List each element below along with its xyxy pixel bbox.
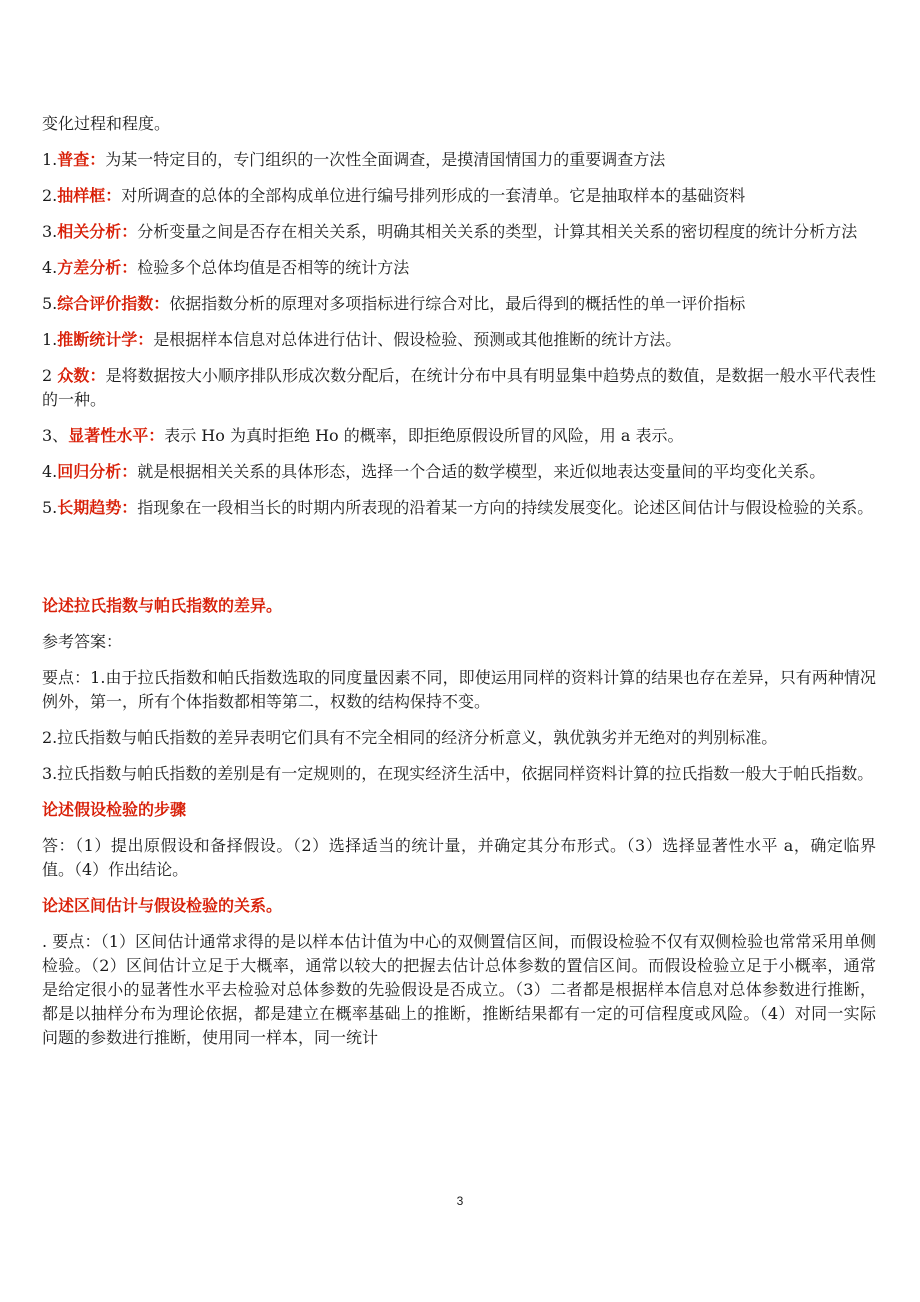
definition-number: 1. (42, 150, 58, 169)
intro-text: 变化过程和程度。 (42, 114, 171, 133)
definition-separator: ： (148, 426, 165, 445)
definition-text: 对所调查的总体的全部构成单位进行编号排列形成的一套清单。它是抽取样本的基础资料 (121, 186, 746, 205)
answer-label: 参考答案： (42, 632, 123, 651)
section-heading: 论述拉氏指数与帕氏指数的差异。 (42, 596, 283, 615)
page-number: 3 (456, 1194, 464, 1208)
definition-term: 普查 (57, 150, 90, 169)
definition-item (42, 460, 876, 484)
definition-number: 3、 (42, 426, 69, 445)
section-hypothesis-steps (42, 798, 876, 882)
definitions-list (42, 148, 876, 520)
section-gap (42, 532, 876, 594)
definition-item (42, 424, 876, 448)
definition-separator: ： (137, 330, 154, 349)
definition-item (42, 328, 876, 352)
section-heading: 论述假设检验的步骤 (42, 800, 187, 819)
definition-text: 是将数据按大小顺序排队形成次数分配后，在统计分布中具有明显集中趋势点的数值，是数据一般水平代表性的一种。 (42, 366, 876, 409)
definition-separator: ： (153, 294, 170, 313)
definition-separator: ： (121, 462, 138, 481)
definition-term: 综合评价指数 (57, 294, 154, 313)
answer-text: 答：（1）提出原假设和备择假设。（2）选择适当的统计量，并确定其分布形式。（3）选择显著性水平 a，确定临界值。（4）作出结论。 (42, 836, 876, 879)
definition-item (42, 148, 876, 172)
definition-number: 2. (42, 186, 58, 205)
section-heading: 论述区间估计与假设检验的关系。 (42, 896, 283, 915)
definition-term: 方差分析 (57, 258, 122, 277)
definition-separator: ： (89, 150, 106, 169)
definition-item (42, 496, 876, 520)
definition-number: 1. (42, 330, 58, 349)
definition-item (42, 364, 876, 412)
definition-separator: ： (121, 258, 138, 277)
definition-term: 抽样框 (57, 186, 106, 205)
document-body (42, 112, 876, 1062)
definition-item (42, 220, 876, 244)
answer-point: 2.拉氏指数与帕氏指数的差异表明它们具有不完全相同的经济分析意义，孰优孰劣并无绝对的判别标准。 (42, 728, 778, 747)
definition-term: 推断统计学 (57, 330, 138, 349)
definition-term: 显著性水平 (68, 426, 149, 445)
definition-text: 依据指数分析的原理对多项指标进行综合对比，最后得到的概括性的单一评价指标 (169, 294, 746, 313)
definition-term: 相关分析 (57, 222, 122, 241)
definition-text: 指现象在一段相当长的时期内所表现的沿着某一方向的持续发展变化。论述区间估计与假设检验的关系。 (137, 498, 874, 517)
definition-number: 2 (42, 366, 58, 385)
definition-text: 检验多个总体均值是否相等的统计方法 (137, 258, 410, 277)
definition-text: 为某一特定目的，专门组织的一次性全面调查，是摸清国情国力的重要调查方法 (105, 150, 666, 169)
definition-term: 众数 (57, 366, 90, 385)
definition-number: 4. (42, 462, 58, 481)
definition-number: 3. (42, 222, 58, 241)
answer-point: 要点：1.由于拉氏指数和帕氏指数选取的同度量因素不同，即使运用同样的资料计算的结果也存在差异，只有两种情况例外，第一，所有个体指数都相等第二，权数的结构保持不变。 (42, 668, 876, 711)
definition-number: 4. (42, 258, 58, 277)
definition-separator: ： (121, 222, 138, 241)
definition-number: 5. (42, 294, 58, 313)
definition-separator: ： (121, 498, 138, 517)
definition-item (42, 256, 876, 280)
section-laspeyres-paasche (42, 594, 876, 786)
definition-term: 回归分析 (57, 462, 122, 481)
answer-text: . 要点：（1）区间估计通常求得的是以样本估计值为中心的双侧置信区间，而假设检验不仅有双侧检验也常常采用单侧检验。（2）区间估计立足于大概率，通常以较大的把握去估计总体参数的置信区间。而假设检验立足于小概率，通常是给定很小的显著性水平去检验对总体参数的先验假设是否成立。（3）二者都是根据样本信息对总体参数进行推断，都是以抽样分布为理论依据，都是建立在概率基础上的推断，推断结果都有一定的可信程度或风险。（4）对同一实际问题的参数进行推断，使用同一样本，同一统计 (42, 932, 876, 1047)
definition-item (42, 184, 876, 208)
answer-point: 3.拉氏指数与帕氏指数的差别是有一定规则的，在现实经济生活中，依据同样资料计算的拉氏指数一般大于帕氏指数。 (42, 764, 874, 783)
definition-number: 5. (42, 498, 58, 517)
definition-text: 就是根据相关关系的具体形态，选择一个合适的数学模型，来近似地表达变量间的平均变化关系。 (137, 462, 826, 481)
definition-item (42, 292, 876, 316)
definition-text: 是根据样本信息对总体进行估计、假设检验、预测或其他推断的统计方法。 (153, 330, 682, 349)
definition-text: 表示 Ho 为真时拒绝 Ho 的概率，即拒绝原假设所冒的风险，用 a 表示。 (164, 426, 684, 445)
section-interval-vs-hypothesis (42, 894, 876, 1050)
definition-term: 长期趋势 (57, 498, 122, 517)
definition-separator: ： (105, 186, 122, 205)
definition-text: 分析变量之间是否存在相关关系，明确其相关关系的类型，计算其相关关系的密切程度的统计分析方法 (137, 222, 858, 241)
definition-separator: ： (89, 366, 106, 385)
